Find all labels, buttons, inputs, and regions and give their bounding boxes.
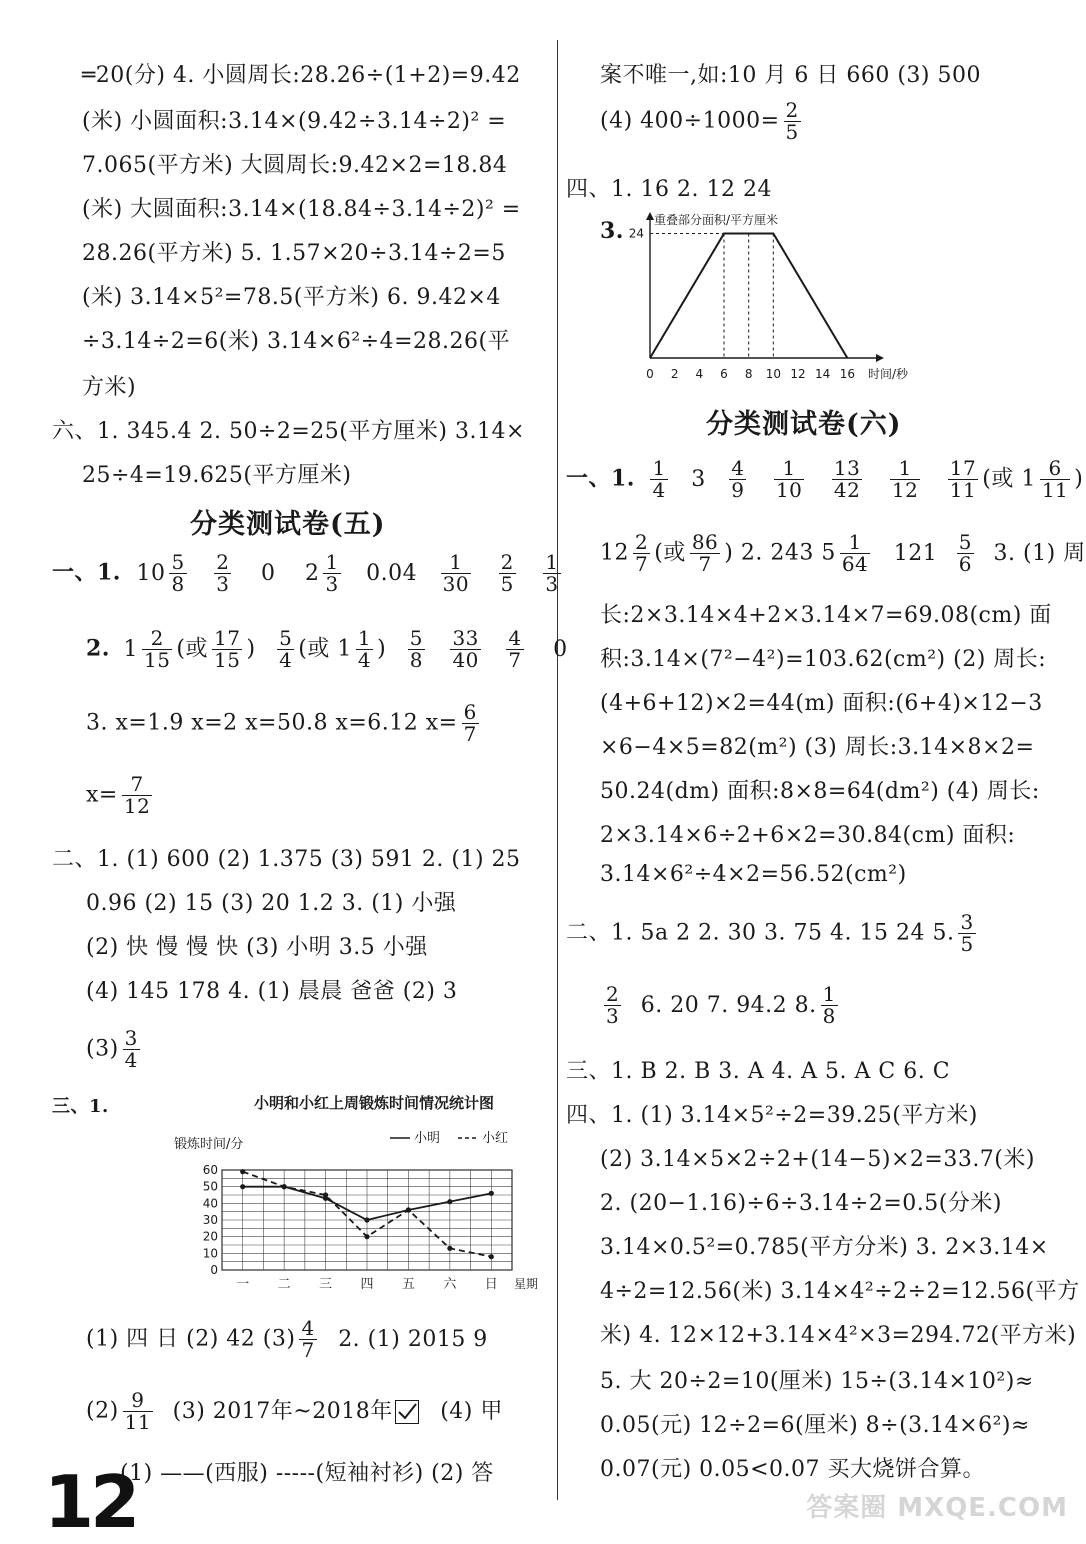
s6-part4-line-7: 5. 大 20÷2=10(厘米) 15÷(3.14×10²)≈: [600, 1369, 1034, 1394]
s6-part2-line-1: 二、1. 5a 2 2. 30 3. 75 4. 15 24 5. $\frac{3}{5}$: [566, 910, 974, 956]
fraction: $\frac{1}{3}$: [545, 550, 559, 596]
s6-line-7: 50.24(dm) 面积:8×8=64(dm²) (4) 周长:: [600, 779, 1040, 804]
x-tick-label: 10: [765, 367, 781, 381]
s6-part2-line-2: $\frac{2}{3}$ 6. 20 7. 94.2 8. $\frac{1}{8}$: [606, 982, 836, 1028]
exercise-line-chart: [142, 1090, 542, 1300]
data-point: [240, 1184, 245, 1189]
s6-line-3: 长:2×3.14×4+2×3.14×7=69.08(cm) 面: [600, 603, 1052, 628]
fraction: $\frac{9}{11}$: [124, 1388, 152, 1434]
y-tick-label: 30: [202, 1213, 218, 1227]
x-tick-label: 14: [815, 367, 831, 381]
data-point: [489, 1191, 494, 1196]
mixed-whole: 10: [136, 560, 166, 586]
s6-part4-line-9: 0.07(元) 0.05<0.07 买大烧饼合算。: [600, 1457, 986, 1482]
fraction: $\frac{33}{40}$: [452, 626, 479, 672]
x-axis-label: 星期: [514, 1277, 539, 1291]
data-point: [282, 1184, 287, 1189]
fraction: $\frac{2}{7}$: [635, 530, 649, 576]
data-point: [323, 1192, 328, 1197]
right-line-3: 四、1. 16 2. 12 24: [566, 177, 772, 202]
y-axis-label: 锻炼时间/分: [174, 1137, 244, 1152]
y-axis-arrow: [646, 212, 654, 220]
s5-part2-line-4: (4) 145 178 4. (1) 晨晨 爸爸 (2) 3: [86, 979, 458, 1004]
left-line-8: 方米): [82, 375, 137, 400]
s6-q1-row-b: 12 $\frac{2}{7}$ (或 $\frac{86}{7}$ ) 2. 243 5 $\frac{1}{64}$ 121 $\frac{5}{6}$ 3. (1) 周: [600, 530, 1086, 576]
fraction: $\frac{1}{30}$: [442, 550, 470, 596]
mixed-whole: 2: [304, 560, 320, 586]
section-title-5: 分类测试卷(五): [190, 509, 386, 540]
left-line-2: (米) 小圆面积:3.14×(9.42÷3.14÷2)² =: [82, 109, 507, 134]
left-line-4: (米) 大圆面积:3.14×(18.84÷3.14÷2)² =: [82, 197, 521, 222]
q3-text: 3. x=1.9 x=2 x=50.8 x=6.12 x=: [86, 710, 458, 736]
x-tick-label: 8: [744, 367, 753, 381]
fraction: $\frac{4}{7}$: [301, 1316, 315, 1362]
legend-label: 小明: [414, 1131, 441, 1146]
s5-part3-line-1: (1) 四 日 (2) 42 (3) $\frac{4}{7}$ 2. (1) 2015 9: [86, 1316, 488, 1362]
left-line-1: ═20(分) 4. 小圆周长:28.26÷(1+2)=9.42: [82, 63, 521, 88]
x-tick-label: 日: [484, 1277, 498, 1292]
fraction: $\frac{5}{8}$: [409, 626, 423, 672]
s6-part4-line-3: 2. (20−1.16)÷6÷3.14÷2=0.5(分米): [600, 1191, 1002, 1216]
y-tick-label: 20: [202, 1229, 218, 1244]
page-number: 12: [44, 1460, 137, 1544]
y-axis-label: 重叠部分面积/平方厘米: [654, 213, 779, 227]
x-axis-arrow: [876, 354, 884, 362]
fraction: $\frac{2}{5}$: [785, 98, 799, 144]
fraction: $\frac{4}{7}$: [508, 626, 522, 672]
data-point: [364, 1217, 369, 1222]
x-tick-label: 12: [790, 367, 806, 381]
x-tick-label: 四: [360, 1277, 374, 1292]
x-tick-label: 16: [839, 367, 855, 381]
y-tick-label: 24: [628, 226, 644, 241]
fraction: $\frac{86}{7}$: [691, 530, 719, 576]
s5-part2-line-5: (3) $\frac{3}{4}$: [86, 1026, 138, 1072]
s6-part4-line-1: 四、1. (1) 3.14×5²÷2=39.25(平方米): [566, 1103, 978, 1128]
s6-line-4: 积:3.14×(7²−4²)=103.62(cm²) (2) 周长:: [600, 647, 1047, 672]
fraction: $\frac{4}{9}$: [731, 456, 745, 502]
overlap-area-chart: [622, 206, 952, 386]
x-tick-label: 五: [401, 1277, 415, 1292]
fraction: $\frac{2}{3}$: [216, 550, 230, 596]
right-line-4: 3.: [600, 218, 624, 244]
left-line-10: 25÷4=19.625(平方厘米): [82, 463, 352, 488]
s6-part4-line-2: (2) 3.14×5×2÷2+(14−5)×2=33.7(米): [600, 1147, 1035, 1172]
x-tick-label: 0: [646, 367, 654, 381]
fraction: $\frac{17}{15}$: [214, 626, 241, 672]
x-axis-label: 时间/秒: [867, 367, 909, 381]
x-tick-label: 六: [443, 1277, 457, 1292]
fraction: $\frac{1}{8}$: [822, 982, 836, 1028]
fraction: $\frac{5}{6}$: [958, 530, 973, 576]
column-divider: [557, 40, 558, 1500]
chart-title: 小明和小红上周锻炼时间情况统计图: [253, 1094, 495, 1112]
s6-part4-line-5: 4÷2=12.56(米) 3.14×4²÷2÷2=12.56(平方: [600, 1279, 1080, 1304]
fraction: $\frac{5}{8}$: [171, 550, 185, 596]
fraction: $\frac{2}{5}$: [500, 550, 514, 596]
section-title-6: 分类测试卷(六): [706, 409, 902, 440]
x-tick-label: 4: [695, 367, 704, 381]
fraction: $\frac{13}{42}$: [833, 456, 861, 502]
x-tick-label: 6: [720, 367, 728, 381]
x-tick-label: 三: [319, 1277, 333, 1292]
s6-line-9: 3.14×6²÷4×2=56.52(cm²): [600, 862, 907, 887]
y-tick-label: 60: [202, 1163, 218, 1177]
s5-q2-row: 2. 1 $\frac{2}{15}$ (或 $\frac{17}{15}$ ) $\frac{5}{4}$ (或 1 $\frac{1}{4}$ ) $\frac{5}{8}$ $\frac{33}{40}$ $\frac{4}{7}$ 0: [86, 626, 568, 672]
fraction: $\frac{1}{3}$: [325, 550, 339, 596]
s6-line-8: 2×3.14×6÷2+6×2=30.84(cm) 面积:: [600, 823, 1016, 848]
left-line-9: 六、1. 345.4 2. 50÷2=25(平方厘米) 3.14×: [52, 419, 525, 444]
data-point: [489, 1254, 494, 1259]
left-line-3: 7.065(平方米) 大圆周长:9.42×2=18.84: [82, 153, 508, 178]
x-tick-label: 2: [670, 367, 679, 381]
s5-part2-line-3: (2) 快 慢 慢 快 (3) 小明 3.5 小强: [86, 935, 428, 960]
x-tick-label: 一: [236, 1277, 250, 1292]
left-line-7: ÷3.14÷2=6(米) 3.14×6²÷4=28.26(平: [82, 329, 511, 354]
right-line-2: (4) 400÷1000= $\frac{2}{5}$: [600, 98, 799, 144]
left-line-5: 28.26(平方米) 5. 1.57×20÷3.14÷2=5: [82, 241, 506, 266]
fraction: $\frac{1}{4}$: [652, 456, 666, 502]
s5-part3-line-2: (2) $\frac{9}{11}$ (3) 2017年~2018年 (4) 甲: [86, 1388, 503, 1434]
s5-part2-line-2: 0.96 (2) 15 (3) 20 1.2 3. (1) 小强: [86, 891, 457, 916]
s5-q1-label: 一、1.: [52, 559, 121, 586]
q-label: 2.: [86, 635, 110, 662]
check-box-icon: [395, 1400, 419, 1424]
fraction: $\frac{6}{11}$: [1041, 456, 1069, 502]
s5-q3-row: [86, 702, 483, 745]
s5-q3-row-b: x= $\frac{7}{12}$: [86, 772, 151, 818]
y-tick-label: 50: [202, 1179, 218, 1194]
s5-part3-line-3: (1) ——(西服) -----(短袖衬衫) (2) 答: [120, 1461, 494, 1486]
fraction: $\frac{1}{64}$: [841, 530, 869, 576]
fraction: $\frac{2}{15}$: [143, 626, 171, 672]
watermark-logo: 答案圈 MXQE.COM: [806, 1493, 1068, 1523]
s6-line-6: ×6−4×5=82(m²) (3) 周长:3.14×8×2=: [600, 735, 1035, 760]
s6-part3-line: 三、1. B 2. B 3. A 4. A 5. A C 6. C: [566, 1059, 951, 1084]
s5-part2-line-1: 二、1. (1) 600 (2) 1.375 (3) 591 2. (1) 25: [52, 847, 521, 872]
data-point: [240, 1169, 245, 1174]
fraction: $\frac{6}{7}$: [463, 700, 477, 746]
answer-value: 0.04: [366, 560, 418, 586]
y-tick-label: 0: [210, 1263, 218, 1277]
answer-value: 0: [260, 560, 276, 586]
fraction: $\frac{3}{4}$: [124, 1026, 138, 1072]
data-point: [447, 1246, 452, 1251]
s6-part4-line-8: 0.05(元) 12÷2=6(厘米) 8÷(3.14×6²)≈: [600, 1413, 1030, 1438]
legend-label: 小红: [482, 1131, 509, 1146]
fraction: $\frac{1}{4}$: [357, 626, 372, 672]
s6-part4-line-4: 3.14×0.5²=0.785(平方分米) 3. 2×3.14×: [600, 1235, 1049, 1260]
fraction: $\frac{7}{12}$: [123, 772, 151, 818]
s6-part4-line-6: 米) 4. 12×12+3.14×4²×3=294.72(平方米): [600, 1323, 1077, 1348]
fraction: $\frac{1}{12}$: [891, 456, 919, 502]
fraction: $\frac{3}{5}$: [960, 910, 974, 956]
s5-q1-row: [52, 552, 565, 595]
fraction: $\frac{5}{4}$: [279, 626, 293, 672]
y-tick-label: 40: [202, 1196, 218, 1211]
right-line-1: 案不唯一,如:10 月 6 日 660 (3) 500: [600, 63, 982, 88]
left-line-6: (米) 3.14×5²=78.5(平方米) 6. 9.42×4: [82, 285, 501, 310]
y-tick-label: 10: [202, 1246, 218, 1261]
fraction: $\frac{17}{11}$: [949, 456, 977, 502]
s6-line-5: (4+6+12)×2=44(m) 面积:(6+4)×12−3: [600, 691, 1043, 716]
fraction: $\frac{1}{10}$: [775, 456, 803, 502]
x-tick-label: 二: [277, 1277, 291, 1292]
s5-part3-label: 三、1.: [52, 1096, 109, 1117]
fraction: $\frac{2}{3}$: [606, 982, 620, 1028]
data-point: [447, 1199, 452, 1204]
data-point: [364, 1234, 369, 1239]
s6-q1-row: 一、1. $\frac{1}{4}$ 3 $\frac{4}{9}$ $\frac{1}{10}$ $\frac{13}{42}$ $\frac{1}{12}$ $\frac{17}{11}$ (或 1 $\frac{6}{11}$ ): [566, 456, 1084, 502]
data-point: [406, 1207, 411, 1212]
